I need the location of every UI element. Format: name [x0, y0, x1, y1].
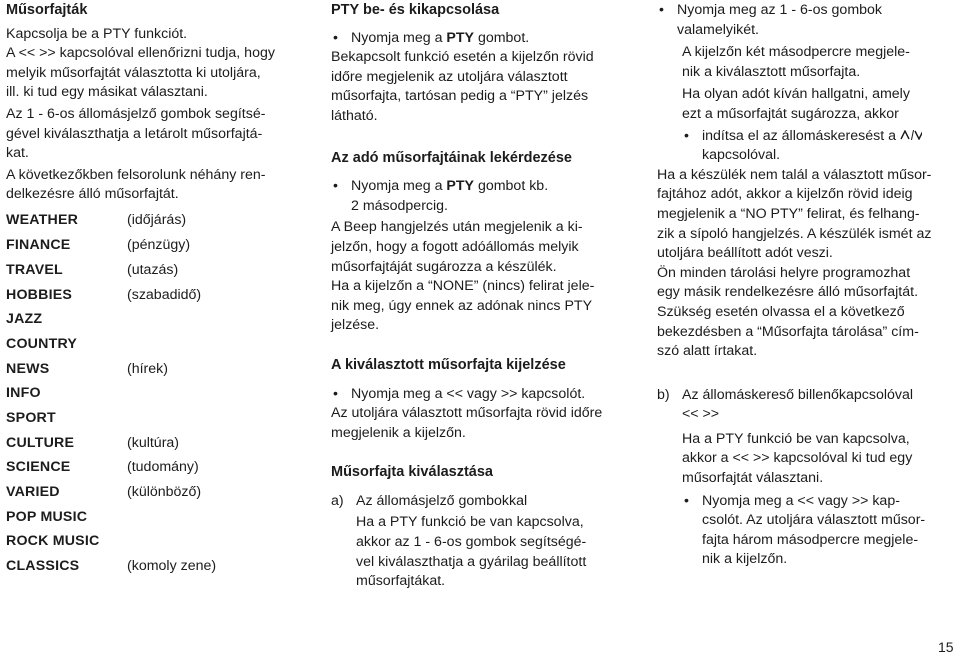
text-line: gombot kb.: [474, 178, 549, 195]
paragraph: [331, 277, 639, 336]
text-line: Kapcsolja be a PTY funkciót.: [6, 25, 188, 42]
text-line: 2 másodpercig.: [351, 197, 448, 214]
text-line: Nyomja meg a: [351, 178, 447, 195]
text-line: ill. ki tud egy másikat választani.: [6, 84, 208, 101]
text-line: Bekapcsolt funkció esetén a kijelzőn rövid: [331, 49, 594, 66]
text-line: akkor a << >> kapcsolóval ki tud egy: [682, 450, 913, 467]
text-line: kat.: [6, 145, 29, 162]
genre-row: [6, 431, 306, 456]
text-line: nik meg, úgy ennek az adónak nincs PTY: [331, 297, 593, 314]
genre-row: [6, 308, 306, 333]
genre-description: (komoly zene): [127, 558, 217, 575]
text-line: akkor az 1 - 6-os gombok segítségé-: [356, 534, 587, 551]
text-line: műsorfajtáját sugározza a készülék.: [331, 258, 557, 275]
genre-list: [6, 209, 306, 579]
genre-name: VARIED: [6, 484, 60, 501]
item-label: a): [331, 492, 344, 509]
paragraph: [657, 43, 959, 82]
bullet-item: [331, 177, 639, 216]
text-line: megjelenik a “NO PTY” felirat, és felhang-: [657, 205, 920, 222]
text-line: jelzése.: [331, 317, 380, 334]
text-line: Ha a készülék nem talál a választott műsor-: [657, 166, 932, 183]
bullet-line: [682, 127, 959, 166]
genre-row: [6, 555, 306, 580]
text-line: fajta három másodpercre megjele-: [702, 531, 919, 548]
paragraph: [331, 513, 639, 591]
text-line: gombot.: [474, 29, 530, 46]
genre-name: TRAVEL: [6, 261, 63, 278]
bullet-item: • Nyomja meg a << vagy >> kapcsolót.: [331, 385, 639, 405]
text-line: Az állomásjelző gombokkal: [356, 492, 528, 509]
bullet-line: [682, 492, 959, 570]
text-line: A kijelzőn két másodpercre megjele-: [682, 44, 910, 61]
text-line: műsorfajta, tartósan pedig a “PTY” jelzés: [331, 88, 589, 105]
paragraph: [657, 166, 959, 264]
text-line: csolót. Az utoljára választott műsor-: [702, 512, 926, 529]
text-line: A következőkben felsorolunk néhány ren-: [6, 166, 266, 183]
text-line: melyik műsorfajtát választotta ki utoljára,: [6, 64, 261, 81]
genre-row: [6, 258, 306, 283]
genre-description: (kultúra): [127, 434, 180, 451]
page-number: 15: [938, 639, 954, 655]
genre-row: [6, 332, 306, 357]
labeled-item-b: [657, 386, 959, 425]
genre-description: (hírek): [127, 360, 168, 377]
genre-name: CULTURE: [6, 434, 75, 451]
text-line: műsorfajtákat.: [356, 573, 446, 590]
column-2: [331, 0, 639, 592]
genre-description: (időjárás): [127, 212, 187, 229]
genre-name: NEWS: [6, 360, 50, 377]
text-line: << >>: [682, 406, 720, 423]
labeled-item-a: [331, 492, 639, 512]
genre-row: [6, 283, 306, 308]
text-line: Nyomja meg a: [351, 29, 447, 46]
paragraph: [6, 25, 306, 103]
paragraph: [331, 218, 639, 277]
genre-row: [6, 481, 306, 506]
text-line: A Beep hangjelzés után megjelenik a ki-: [331, 219, 583, 236]
genre-name: SPORT: [6, 409, 56, 426]
section-heading-pty-on-off: PTY be- és kikapcsolása: [331, 2, 500, 18]
bold-key-label: PTY: [446, 178, 474, 195]
genre-name: SCIENCE: [6, 459, 71, 476]
text-line: szó alatt írtakat.: [657, 343, 758, 360]
paragraph: [657, 430, 959, 489]
genre-name: JAZZ: [6, 311, 43, 328]
genre-row: [6, 209, 306, 234]
paragraph: [6, 166, 306, 205]
text-line: Nyomja meg az 1 - 6-os gombok: [677, 2, 883, 18]
section-heading-query-programme-types: Az adó műsorfajtáinak lekérdezése: [331, 149, 572, 166]
genre-row: [6, 357, 306, 382]
text-line: Ha olyan adót kíván hallgatni, amely: [682, 86, 910, 103]
genre-row: [6, 406, 306, 431]
paragraph: [657, 85, 959, 124]
section-heading-programme-types: Műsorfajták: [6, 2, 88, 18]
text-line: utoljára beállított adót veszi.: [657, 245, 833, 262]
genre-name: FINANCE: [6, 237, 71, 254]
paragraph: [331, 404, 639, 443]
text-line: kapcsolóval.: [702, 147, 781, 164]
bullet-item: [331, 29, 639, 49]
genre-description: (szabadidő): [127, 286, 202, 303]
paragraph: [6, 105, 306, 164]
text-line: látható.: [331, 107, 378, 124]
text-line: Nyomja meg a << vagy >> kap-: [702, 492, 900, 509]
text-line: Ha a kijelzőn a “NONE” (nincs) felirat jele-: [331, 278, 595, 295]
text-line: Az állomáskereső billenőkapcsolóval: [682, 386, 914, 403]
paragraph: [657, 264, 959, 362]
text-line: delkezésre álló műsorfajtát.: [6, 186, 179, 203]
text-line: bekezdésben a “Műsorfajta tárolása” cím-: [657, 323, 919, 340]
text-line: megjelenik a kijelzőn.: [331, 424, 466, 441]
text-line: Ha a PTY funkció be van kapcsolva,: [356, 514, 584, 531]
section-heading-selected-programme-display: A kiválasztott műsorfajta kijelzése: [331, 356, 566, 373]
bullet-item: [657, 1, 959, 40]
genre-row: [6, 234, 306, 259]
bullet-item-nested: [657, 492, 959, 570]
text-line: Ha a PTY funkció be van kapcsolva,: [682, 430, 910, 447]
text-line: Az 1 - 6-os állomásjelző gombok segítsé-: [6, 105, 266, 122]
text-line: nik a kiválasztott műsorfajta.: [682, 63, 861, 80]
text-line: műsorfajtát választani.: [682, 470, 824, 487]
genre-row: [6, 382, 306, 407]
bullet-item-nested: [657, 127, 959, 166]
up-down-arrows-icon: [900, 130, 922, 140]
text-line: indítsa el az állomáskeresést a: [702, 127, 896, 144]
text-line: Az utoljára választott műsorfajta rövid időre: [331, 405, 603, 422]
column-3: [657, 0, 959, 570]
genre-name: HOBBIES: [6, 286, 73, 303]
text-line: vel kiválaszthatja a gyárilag beállított: [356, 553, 587, 570]
paragraph: [331, 48, 639, 126]
text-line: zik a sípoló hangjelzés. A készülék ismét az: [657, 225, 932, 242]
genre-name: ROCK MUSIC: [6, 533, 100, 550]
item-label: b): [657, 386, 670, 403]
text-line: Szükség esetén olvassa el a következő: [657, 303, 905, 320]
text-line: gével kiválaszthatja a letárolt műsorfajtá-: [6, 125, 263, 142]
genre-description: (pénzügy): [127, 237, 191, 254]
genre-name: CLASSICS: [6, 558, 80, 575]
text-line: valamelyikét.: [677, 21, 760, 38]
section-heading-programme-selection: Műsorfajta kiválasztása: [331, 464, 493, 481]
text-line: A << >> kapcsolóval ellenőrizni tudja, hogy: [6, 45, 275, 62]
genre-row: [6, 530, 306, 555]
genre-name: WEATHER: [6, 212, 79, 229]
genre-name: POP MUSIC: [6, 508, 88, 525]
text-line: egy másik rendelkezésre álló műsorfajtát.: [657, 284, 919, 301]
text-line: időre megjelenik az utoljára választott: [331, 68, 568, 85]
genre-row: [6, 505, 306, 530]
bold-key-label: PTY: [446, 29, 474, 46]
genre-name: INFO: [6, 385, 41, 402]
genre-name: COUNTRY: [6, 335, 78, 352]
genre-description: (utazás): [127, 261, 179, 278]
genre-row: [6, 456, 306, 481]
text-line: ezt a műsorfajtát sugározza, akkor: [682, 105, 899, 122]
text-line: fajtához adót, akkor a kijelzőn rövid ideig: [657, 186, 913, 203]
genre-description: (tudomány): [127, 459, 199, 476]
text-line: nik a kijelzőn.: [702, 551, 788, 568]
column-1: [6, 0, 306, 579]
text-line: jelzőn, hogy a fogott adóállomás melyik: [331, 238, 579, 255]
text-line: Ön minden tárolási helyre programozhat: [657, 264, 911, 281]
genre-description: (különböző): [127, 484, 202, 501]
